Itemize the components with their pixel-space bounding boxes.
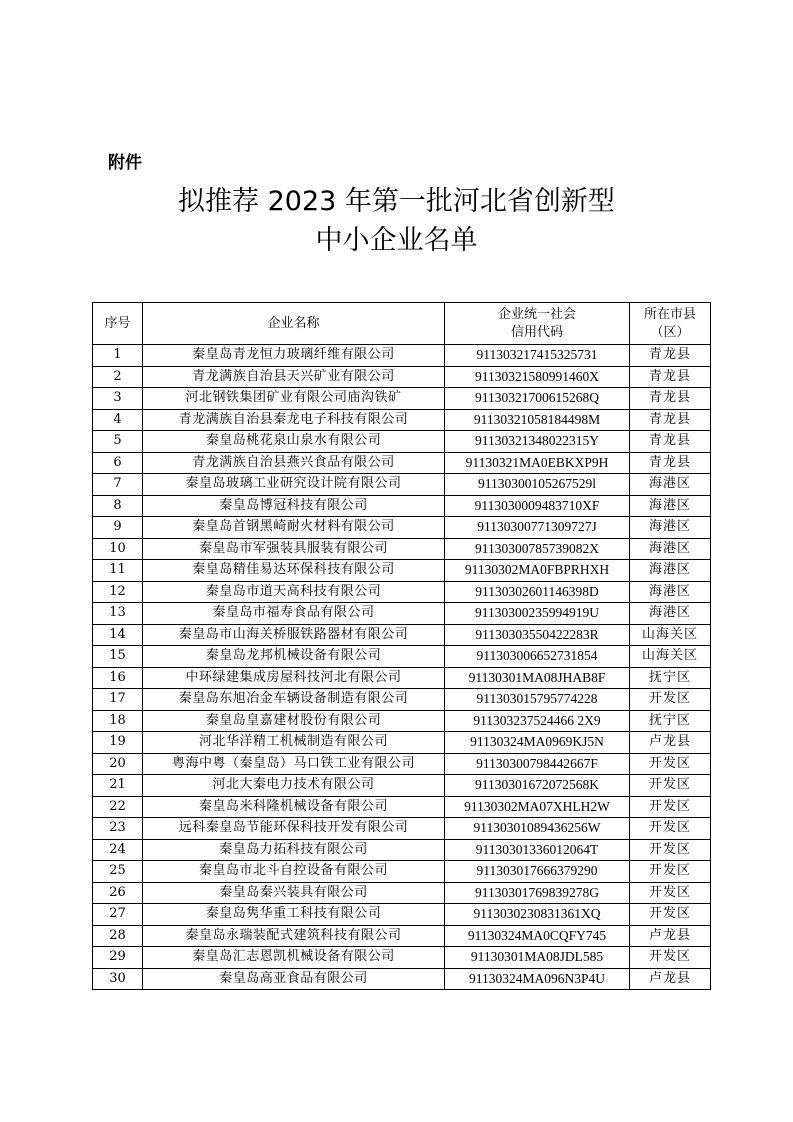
cell-seq: 20 [93, 753, 143, 775]
table-header-row [93, 303, 711, 345]
cell-company-name: 中环绿建集成房屋科技河北有限公司 [143, 667, 445, 689]
table-row [93, 904, 711, 926]
header-code [445, 303, 630, 345]
cell-credit-code: 911303006652731854 [445, 646, 630, 668]
cell-seq: 17 [93, 689, 143, 711]
cell-credit-code: 91130324MA0CQFY745 [445, 925, 630, 947]
table-row [93, 624, 711, 646]
table-row [93, 732, 711, 754]
cell-seq: 7 [93, 474, 143, 496]
cell-company-name: 秦皇岛首钢黑崎耐火材料有限公司 [143, 517, 445, 539]
cell-seq: 30 [93, 968, 143, 990]
cell-seq: 13 [93, 603, 143, 625]
cell-company-name: 秦皇岛市山海关桥服铁路器材有限公司 [143, 624, 445, 646]
cell-company-name: 青龙满族自治县燕兴食品有限公司 [143, 452, 445, 474]
cell-seq: 19 [93, 732, 143, 754]
cell-seq: 23 [93, 818, 143, 840]
header-seq: 序号 [93, 303, 143, 345]
cell-credit-code: 91130321058184498M [445, 409, 630, 431]
cell-seq: 5 [93, 431, 143, 453]
cell-seq: 15 [93, 646, 143, 668]
cell-county: 开发区 [630, 839, 711, 861]
cell-county: 开发区 [630, 775, 711, 797]
cell-company-name: 秦皇岛龙邦机械设备有限公司 [143, 646, 445, 668]
cell-seq: 3 [93, 388, 143, 410]
cell-county: 山海关区 [630, 624, 711, 646]
cell-credit-code: 9113030230831361XQ [445, 904, 630, 926]
cell-seq: 21 [93, 775, 143, 797]
cell-credit-code: 91130303550422283R [445, 624, 630, 646]
cell-county: 开发区 [630, 796, 711, 818]
cell-county: 青龙县 [630, 345, 711, 367]
table-row [93, 667, 711, 689]
header-county [630, 303, 711, 345]
cell-company-name: 秦皇岛高亚食品有限公司 [143, 968, 445, 990]
table-row [93, 925, 711, 947]
table-row [93, 796, 711, 818]
cell-company-name: 远科秦皇岛节能环保科技开发有限公司 [143, 818, 445, 840]
cell-seq: 4 [93, 409, 143, 431]
cell-credit-code: 91130300235994919U [445, 603, 630, 625]
cell-company-name: 河北华洋精工机械制造有限公司 [143, 732, 445, 754]
table-row [93, 409, 711, 431]
cell-company-name: 秦皇岛力拓科技有限公司 [143, 839, 445, 861]
table-row [93, 345, 711, 367]
cell-company-name: 秦皇岛永瑞装配式建筑科技有限公司 [143, 925, 445, 947]
cell-credit-code: 91130300105267529l [445, 474, 630, 496]
cell-seq: 11 [93, 560, 143, 582]
cell-company-name: 青龙满族自治县秦龙电子科技有限公司 [143, 409, 445, 431]
cell-county: 海港区 [630, 560, 711, 582]
cell-credit-code: 91130300798442667F [445, 753, 630, 775]
cell-seq: 25 [93, 861, 143, 883]
cell-county: 海港区 [630, 517, 711, 539]
table-row [93, 366, 711, 388]
cell-company-name: 秦皇岛市福寿食品有限公司 [143, 603, 445, 625]
cell-county: 卢龙县 [630, 732, 711, 754]
cell-credit-code: 911303017666379290 [445, 861, 630, 883]
table-row [93, 753, 711, 775]
cell-seq: 12 [93, 581, 143, 603]
cell-company-name: 河北钢铁集团矿业有限公司庙沟铁矿 [143, 388, 445, 410]
table-row [93, 968, 711, 990]
cell-county: 海港区 [630, 474, 711, 496]
table-row [93, 646, 711, 668]
cell-county: 开发区 [630, 861, 711, 883]
cell-company-name: 河北大秦电力技术有限公司 [143, 775, 445, 797]
cell-credit-code: 911303217415325731 [445, 345, 630, 367]
cell-company-name: 秦皇岛秦兴装具有限公司 [143, 882, 445, 904]
cell-credit-code: 911303237524466 2X9 [445, 710, 630, 732]
cell-credit-code: 91130301672072568K [445, 775, 630, 797]
cell-seq: 26 [93, 882, 143, 904]
table-row [93, 839, 711, 861]
table-row [93, 431, 711, 453]
cell-county: 青龙县 [630, 409, 711, 431]
cell-county: 海港区 [630, 538, 711, 560]
cell-company-name: 秦皇岛东旭冶金车辆设备制造有限公司 [143, 689, 445, 711]
cell-credit-code: 91130321MA0EBKXP9H [445, 452, 630, 474]
table-body [93, 345, 711, 990]
cell-company-name: 青龙满族自治县天兴矿业有限公司 [143, 366, 445, 388]
cell-company-name: 秦皇岛桃花泉山泉水有限公司 [143, 431, 445, 453]
cell-seq: 24 [93, 839, 143, 861]
cell-company-name: 秦皇岛皇嘉建材股份有限公司 [143, 710, 445, 732]
table-row [93, 388, 711, 410]
table-row [93, 882, 711, 904]
header-code-line-2: 信用代码 [510, 324, 563, 340]
table-row [93, 603, 711, 625]
cell-seq: 2 [93, 366, 143, 388]
cell-credit-code: 91130301MA08JDL585 [445, 947, 630, 969]
cell-county: 青龙县 [630, 452, 711, 474]
cell-credit-code: 91130300785739082X [445, 538, 630, 560]
cell-company-name: 秦皇岛博冠科技有限公司 [143, 495, 445, 517]
cell-county: 青龙县 [630, 388, 711, 410]
enterprise-list-table [92, 302, 711, 990]
cell-seq: 22 [93, 796, 143, 818]
cell-credit-code: 91130301336012064T [445, 839, 630, 861]
cell-seq: 9 [93, 517, 143, 539]
cell-credit-code: 91130301089436256W [445, 818, 630, 840]
cell-company-name: 秦皇岛玻璃工业研究设计院有限公司 [143, 474, 445, 496]
cell-seq: 28 [93, 925, 143, 947]
cell-county: 卢龙县 [630, 925, 711, 947]
cell-seq: 29 [93, 947, 143, 969]
table-row [93, 560, 711, 582]
cell-seq: 10 [93, 538, 143, 560]
cell-county: 开发区 [630, 689, 711, 711]
cell-seq: 6 [93, 452, 143, 474]
cell-county: 开发区 [630, 818, 711, 840]
cell-company-name: 秦皇岛精佳易达环保科技有限公司 [143, 560, 445, 582]
cell-seq: 27 [93, 904, 143, 926]
cell-credit-code: 9113030009483710XF [445, 495, 630, 517]
cell-county: 卢龙县 [630, 968, 711, 990]
cell-county: 抚宁区 [630, 667, 711, 689]
header-name: 企业名称 [143, 303, 445, 345]
cell-seq: 16 [93, 667, 143, 689]
table-row [93, 818, 711, 840]
cell-seq: 14 [93, 624, 143, 646]
cell-credit-code: 91130321348022315Y [445, 431, 630, 453]
cell-credit-code: 91130302601146398D [445, 581, 630, 603]
table-row [93, 689, 711, 711]
cell-credit-code: 91130324MA0969KJ5N [445, 732, 630, 754]
table-row [93, 581, 711, 603]
cell-county: 海港区 [630, 495, 711, 517]
cell-county: 海港区 [630, 603, 711, 625]
cell-seq: 18 [93, 710, 143, 732]
cell-credit-code: 911303015795774228 [445, 689, 630, 711]
table-row [93, 861, 711, 883]
table-row [93, 710, 711, 732]
table-row [93, 495, 711, 517]
cell-county: 抚宁区 [630, 710, 711, 732]
cell-county: 开发区 [630, 947, 711, 969]
cell-company-name: 秦皇岛隽华重工科技有限公司 [143, 904, 445, 926]
cell-company-name: 秦皇岛市军强装具服装有限公司 [143, 538, 445, 560]
cell-seq: 8 [93, 495, 143, 517]
cell-county: 开发区 [630, 753, 711, 775]
cell-credit-code: 91130321700615268Q [445, 388, 630, 410]
cell-credit-code: 91130321580991460X [445, 366, 630, 388]
cell-credit-code: 91130301769839278G [445, 882, 630, 904]
cell-company-name: 粤海中粤（秦皇岛）马口铁工业有限公司 [143, 753, 445, 775]
cell-credit-code: 91130300771309727J [445, 517, 630, 539]
table-row [93, 517, 711, 539]
cell-county: 山海关区 [630, 646, 711, 668]
cell-county: 青龙县 [630, 366, 711, 388]
cell-company-name: 秦皇岛米科隆机械设备有限公司 [143, 796, 445, 818]
cell-company-name: 秦皇岛市北斗自控设备有限公司 [143, 861, 445, 883]
attachment-label: 附件 [108, 153, 142, 173]
header-code-line-1: 企业统一社会 [497, 306, 576, 322]
table-row [93, 538, 711, 560]
cell-credit-code: 91130324MA096N3P4U [445, 968, 630, 990]
table-row [93, 947, 711, 969]
cell-credit-code: 91130302MA07XHLH2W [445, 796, 630, 818]
table-row [93, 775, 711, 797]
cell-company-name: 秦皇岛汇志恩凯机械设备有限公司 [143, 947, 445, 969]
header-county-line-2: （区） [650, 324, 690, 340]
table-row [93, 474, 711, 496]
cell-credit-code: 91130302MA0FBPRHXH [445, 560, 630, 582]
cell-seq: 1 [93, 345, 143, 367]
document-title-line-1: 拟推荐 2023 年第一批河北省创新型 [178, 186, 615, 217]
table-row [93, 452, 711, 474]
cell-company-name: 秦皇岛青龙恒力玻璃纤维有限公司 [143, 345, 445, 367]
cell-county: 开发区 [630, 882, 711, 904]
header-county-line-1: 所在市县 [643, 306, 696, 322]
cell-credit-code: 91130301MA08JHAB8F [445, 667, 630, 689]
cell-company-name: 秦皇岛市道天高科技有限公司 [143, 581, 445, 603]
cell-county: 海港区 [630, 581, 711, 603]
cell-county: 开发区 [630, 904, 711, 926]
cell-county: 青龙县 [630, 431, 711, 453]
document-title-line-2: 中小企业名单 [315, 225, 478, 256]
